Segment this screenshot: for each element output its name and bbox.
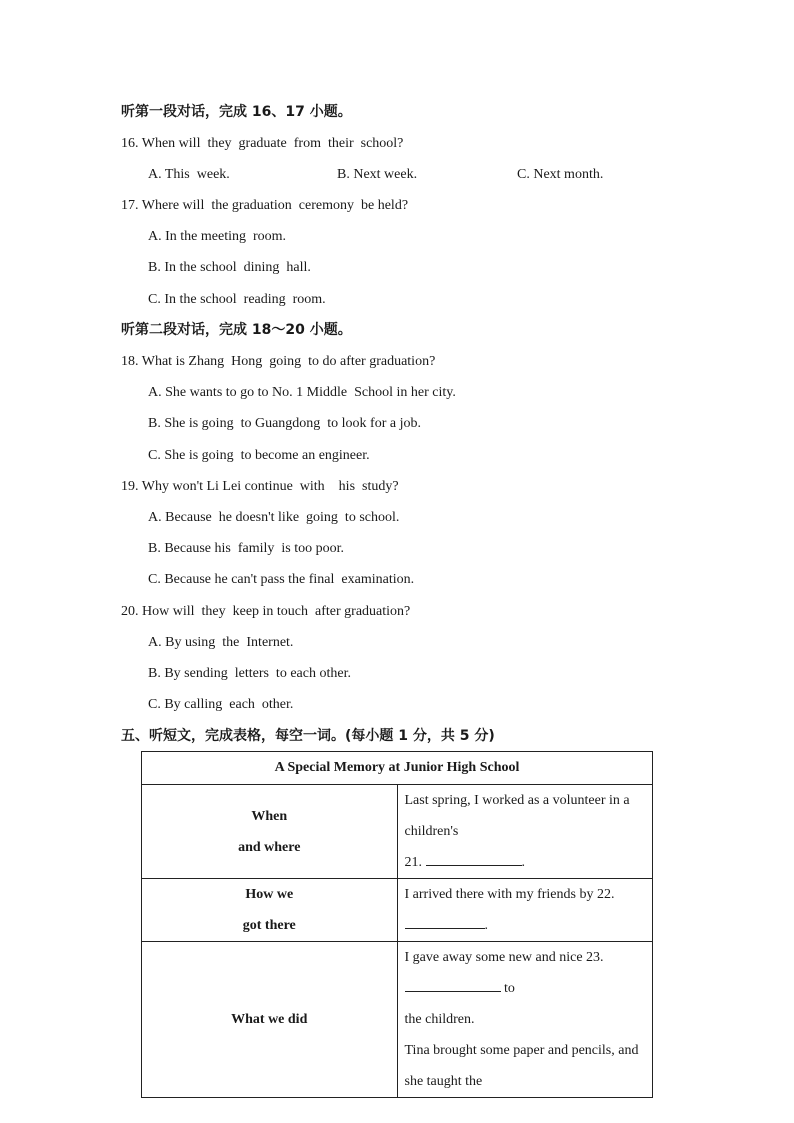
q19-option-c: C. Because he can't pass the final examination. (148, 572, 415, 587)
question-19: 19. Why won't Li Lei continue with his study? (121, 479, 399, 494)
q20-option-b: B. By sending letters to each other. (148, 666, 351, 681)
q19-option-a: A. Because he doesn't like going to school. (148, 510, 400, 525)
table-title: A Special Memory at Junior High School (142, 752, 653, 785)
label-got-there: got there (242, 918, 296, 933)
memory-table (141, 751, 653, 1098)
section5-heading: 五、听短文，完成表格，每空一词。(每小题 1 分，共 5 分) (121, 728, 495, 744)
label-and-where: and where (238, 839, 301, 855)
row1-content-line2: 21. . (405, 847, 653, 878)
content-what-we-did (397, 942, 653, 1098)
q18-option-b: B. She is going to Guangdong to look for a job. (148, 416, 421, 431)
q18-option-c: C. She is going to become an engineer. (148, 448, 370, 463)
q16-option-b: B. Next week. (337, 167, 418, 182)
q20-option-a: A. By using the Internet. (148, 635, 294, 650)
q17-option-c: C. In the school reading room. (148, 292, 326, 307)
content-when-and-where (397, 785, 653, 879)
row2-content-prefix: I arrived there with my friends by 22. (404, 887, 615, 902)
q17-option-a: A. In the meeting room. (148, 229, 287, 244)
row3-content-line3: Tina brought some paper and pencils, and she taught the (404, 1043, 639, 1089)
row1-content-line1: Last spring, I worked as a volunteer in a children's (404, 793, 630, 839)
blank-22[interactable] (405, 914, 485, 929)
q17-option-b: B. In the school dining hall. (148, 260, 311, 275)
row3-content-suffix: to (500, 981, 515, 996)
part1-heading: 听第一段对话，完成 16、17 小题。 (121, 104, 352, 120)
blank-21[interactable] (426, 851, 522, 866)
q20-option-c: C. By calling each other. (148, 697, 294, 712)
row2-content-line: I arrived there with my friends by 22. . (404, 887, 615, 933)
label-when-and-where (142, 785, 398, 879)
row3-content-line2: the children. (404, 1012, 475, 1027)
label-what-we-did: What we did (142, 942, 398, 1098)
q19-option-b: B. Because his family is too poor. (148, 541, 344, 556)
question-16: 16. When will they graduate from their school? (121, 136, 404, 151)
question-20: 20. How will they keep in touch after graduation? (121, 604, 411, 619)
row3-content-prefix: I gave away some new and nice 23. (404, 950, 604, 965)
label-when: When (251, 808, 288, 824)
row1-blank-number: 21. (404, 855, 426, 870)
blank-23[interactable] (405, 977, 501, 992)
q16-option-c: C. Next month. (517, 167, 604, 182)
row3-content-line1 (405, 942, 653, 1004)
question-18: 18. What is Zhang Hong going to do after graduation? (121, 354, 436, 369)
q18-option-a: A. She wants to go to No. 1 Middle School in her city. (148, 385, 456, 400)
question-17: 17. Where will the graduation ceremony be held? (121, 198, 409, 213)
label-how-we: How we (245, 887, 294, 902)
q16-option-a: A. This week. (148, 167, 230, 182)
content-how-we-got-there (397, 879, 653, 942)
part2-heading: 听第二段对话，完成 18～20 小题。 (121, 322, 352, 338)
label-how-we-got-there (142, 879, 398, 942)
